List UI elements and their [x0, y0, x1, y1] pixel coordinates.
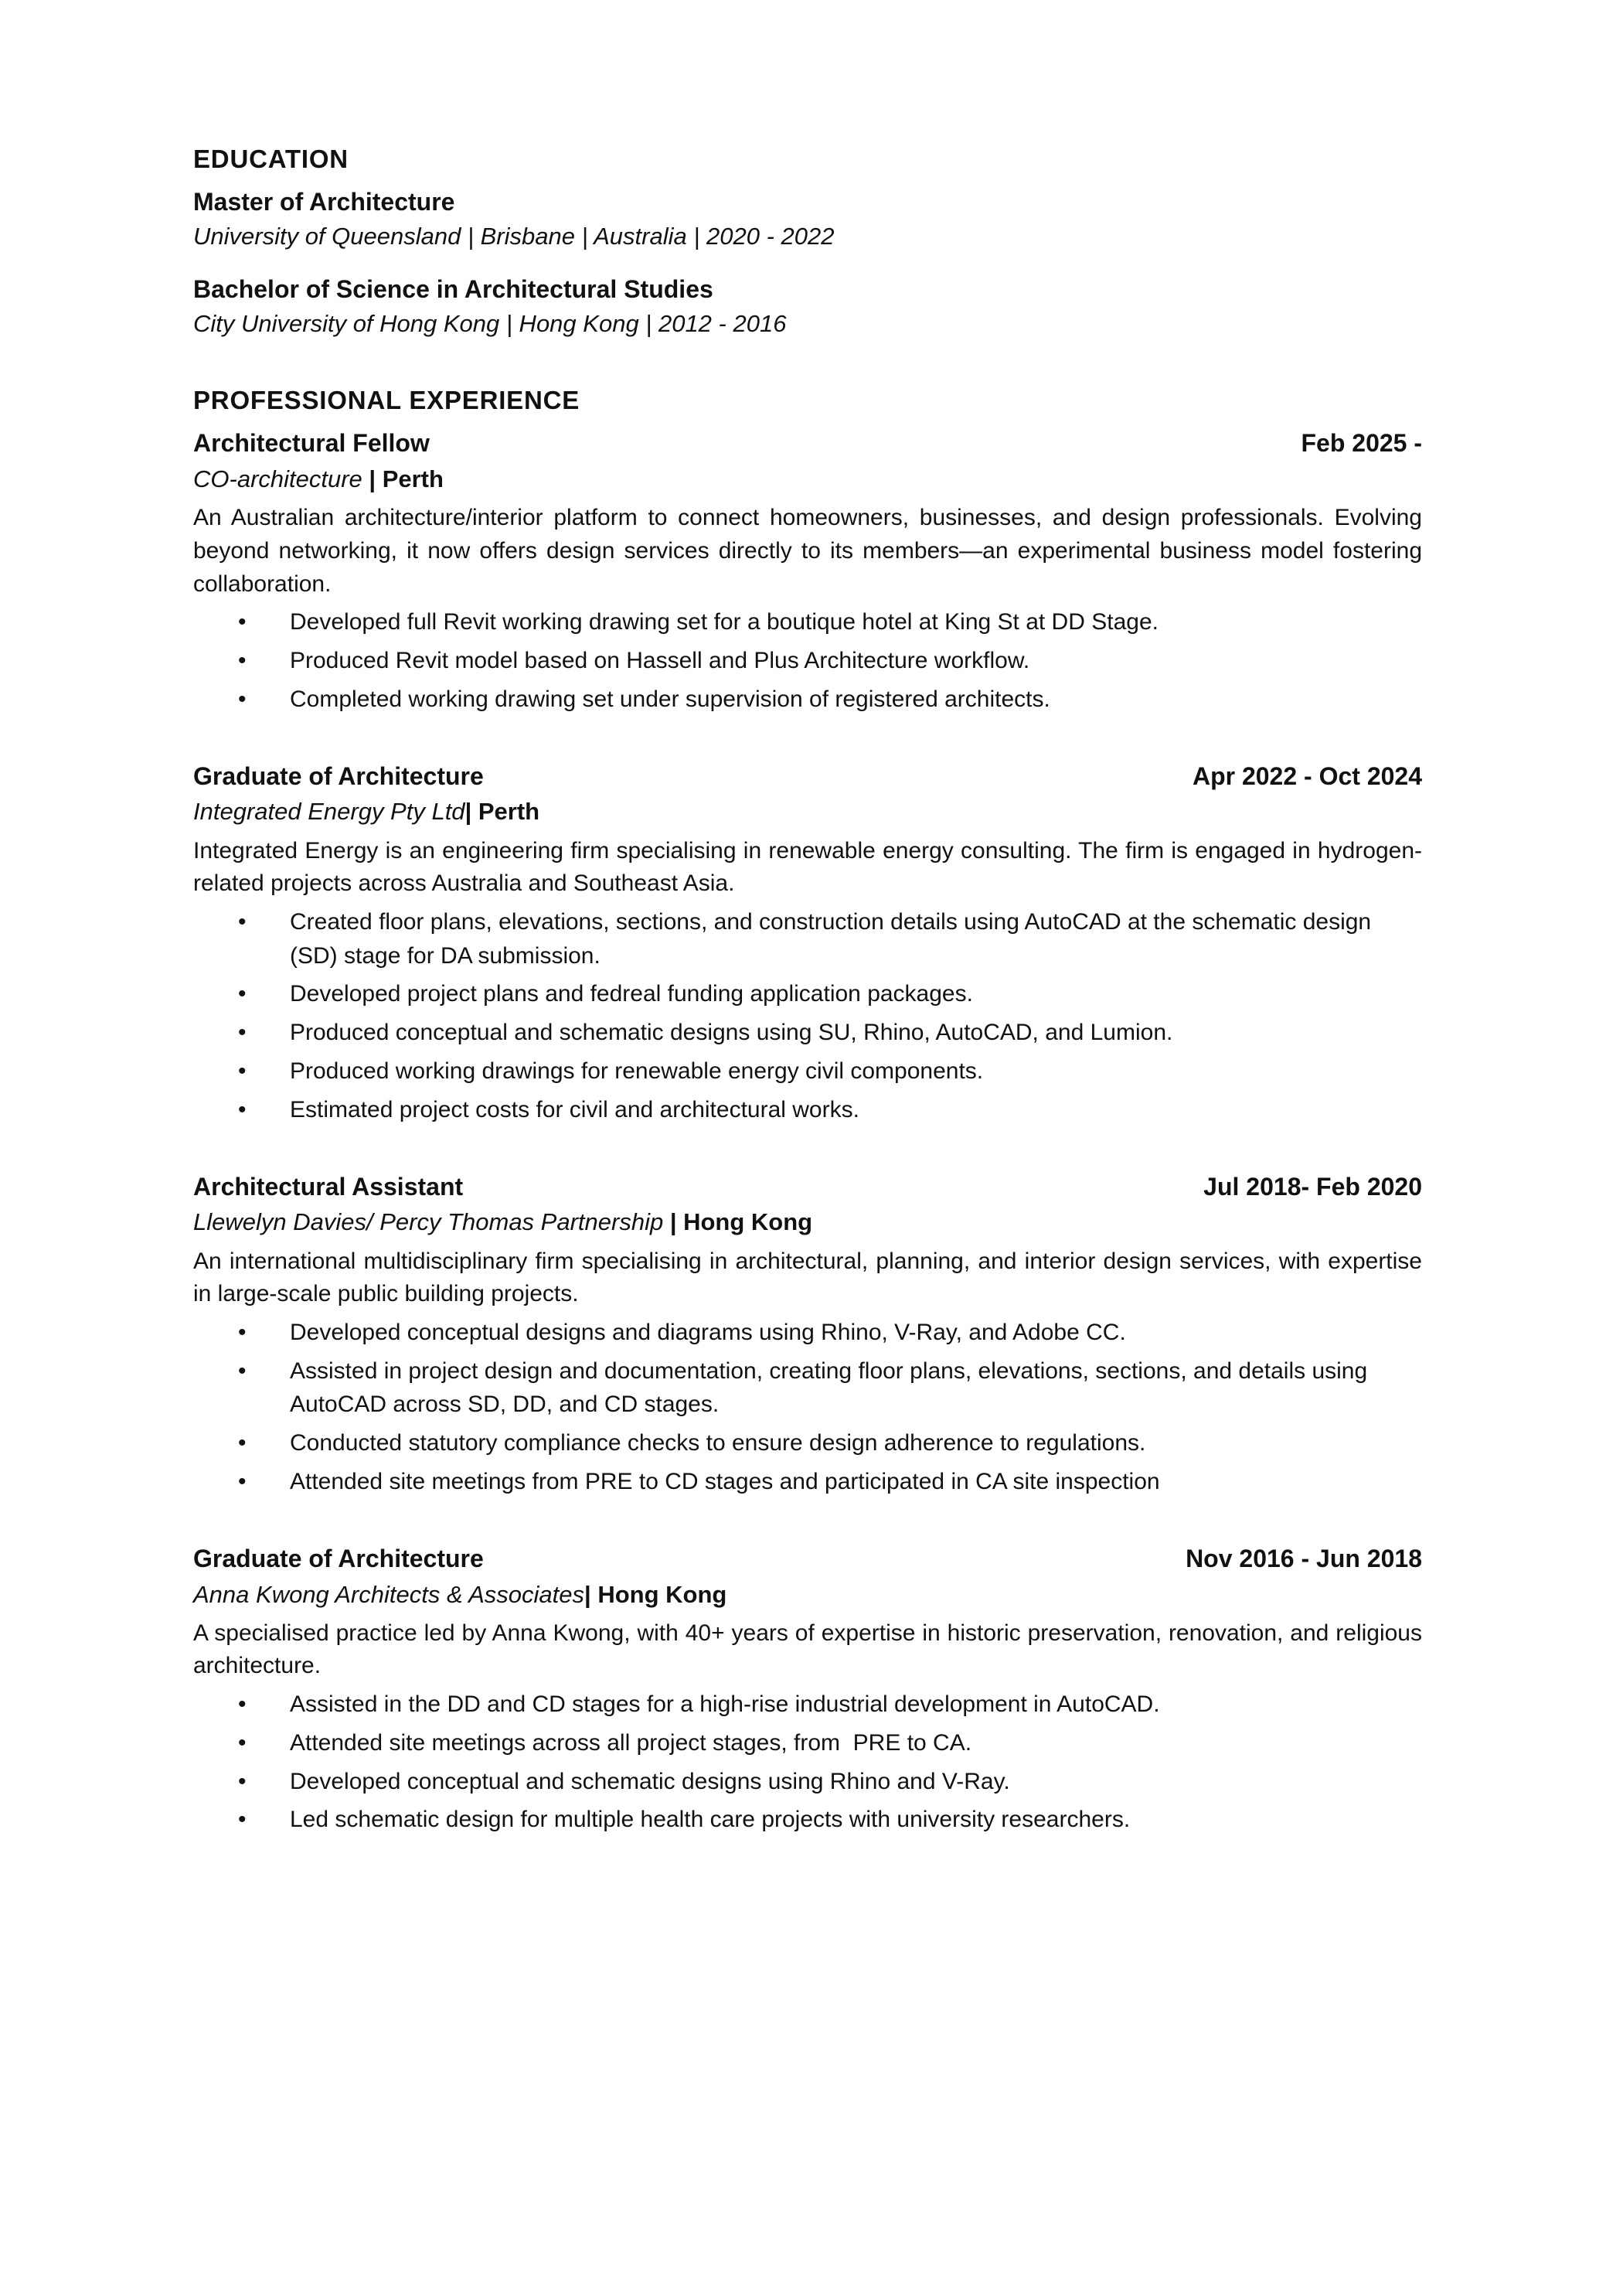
- job-dates: Apr 2022 - Oct 2024: [1192, 761, 1422, 790]
- bullet-text: Assisted in project design and documentation, creating floor plans, elevations, sections, and details using AutoCAD across SD, DD, and CD stages.: [290, 1358, 1373, 1418]
- job-location: Hong Kong: [683, 1208, 813, 1236]
- job-bullet-item: [193, 1688, 1422, 1722]
- job-bullet-item: [193, 1765, 1422, 1799]
- job-company-line: [193, 1579, 1422, 1611]
- job-company-line: [193, 795, 1422, 828]
- bullet-text: Created floor plans, elevations, sections, and construction details using AutoCAD at the schematic design (SD) stage for DA submission.: [290, 908, 1378, 969]
- bullet-text: Assisted in the DD and CD stages for a high-rise industrial development in AutoCAD.: [290, 1691, 1160, 1717]
- job-bullet-item: [193, 1803, 1422, 1837]
- job-summary: Integrated Energy is an engineering firm specialising in renewable energy consulting. The firm is engaged in hydrogen-related projects across Australia and Southeast Asia.: [193, 837, 1422, 897]
- bullet-dot-icon: •: [238, 1768, 247, 1794]
- bullet-dot-icon: •: [238, 1319, 247, 1345]
- job-bullet-item: [193, 1354, 1422, 1422]
- job-bullet-item: [193, 905, 1422, 973]
- job-header-row: [193, 760, 1422, 793]
- bullet-dot-icon: •: [238, 1020, 247, 1046]
- bullet-dot-icon: •: [238, 1358, 247, 1384]
- bullet-dot-icon: •: [238, 1430, 247, 1456]
- job-company-separator: |: [663, 1208, 684, 1236]
- education-entry: [193, 273, 1422, 339]
- bullet-dot-icon: •: [238, 908, 247, 935]
- bullet-text: Produced working drawings for renewable energy civil components.: [290, 1058, 984, 1084]
- bullet-dot-icon: •: [238, 609, 247, 635]
- job-company-separator: |: [362, 465, 383, 493]
- job-bullet-list: [193, 1316, 1422, 1499]
- job-bullet-list: [193, 1688, 1422, 1837]
- bullet-text: Led schematic design for multiple health care projects with university researchers.: [290, 1807, 1131, 1833]
- job-title: Architectural Assistant: [193, 1172, 464, 1201]
- education-degree: Bachelor of Science in Architectural Studies: [193, 274, 713, 303]
- experience-job-list: [193, 427, 1422, 1837]
- job-bullet-item: [193, 1726, 1422, 1760]
- job-company-name: Anna Kwong Architects & Associates: [193, 1580, 585, 1608]
- job-bullet-item: [193, 1016, 1422, 1050]
- experience-section: [193, 384, 1422, 1837]
- experience-job: [193, 1170, 1422, 1499]
- education-entry: [193, 186, 1422, 252]
- job-location: Hong Kong: [597, 1580, 727, 1608]
- education-meta: University of Queensland | Brisbane | Australia | 2020 - 2022: [193, 223, 835, 250]
- job-company-name: CO-architecture: [193, 465, 362, 493]
- job-summary: A specialised practice led by Anna Kwong, with 40+ years of expertise in historic preservation, renovation, and religious architecture.: [193, 1620, 1422, 1679]
- bullet-dot-icon: •: [238, 1468, 247, 1494]
- education-degree: Master of Architecture: [193, 188, 455, 216]
- job-header-row: [193, 427, 1422, 460]
- job-bullet-item: [193, 1316, 1422, 1350]
- job-company-separator: |: [464, 798, 478, 826]
- job-bullet-list: [193, 905, 1422, 1127]
- job-company-name: Integrated Energy Pty Ltd: [193, 798, 465, 826]
- job-title: Architectural Fellow: [193, 429, 430, 458]
- resume-content: [193, 143, 1422, 1837]
- bullet-text: Estimated project costs for civil and architectural works.: [290, 1096, 859, 1122]
- job-bullet-item: [193, 644, 1422, 678]
- bullet-text: Developed conceptual and schematic designs using Rhino and V-Ray.: [290, 1768, 1010, 1794]
- job-company-line: [193, 1206, 1422, 1238]
- education-section: [193, 143, 1422, 339]
- job-bullet-item: [193, 1054, 1422, 1088]
- bullet-text: Produced Revit model based on Hassell and Plus Architecture workflow.: [290, 647, 1030, 673]
- job-location: Perth: [478, 798, 540, 826]
- job-summary: An Australian architecture/interior platform to connect homeowners, businesses, and design professionals. Evolving beyond networking, it now offers design services directly to its members—an experimental business model fostering collaboration.: [193, 505, 1422, 597]
- bullet-dot-icon: •: [238, 686, 247, 712]
- bullet-text: Conducted statutory compliance checks to ensure design adherence to regulations.: [290, 1430, 1146, 1456]
- experience-heading: PROFESSIONAL EXPERIENCE: [193, 386, 580, 415]
- job-summary: An international multidisciplinary firm specialising in architectural, planning, and interior design services, with expertise in large-scale public building projects.: [193, 1248, 1422, 1307]
- job-title: Graduate of Architecture: [193, 761, 484, 790]
- job-bullet-item: [193, 977, 1422, 1011]
- bullet-text: Developed conceptual designs and diagrams using Rhino, V-Ray, and Adobe CC.: [290, 1319, 1126, 1345]
- bullet-dot-icon: •: [238, 1691, 247, 1717]
- job-bullet-item: [193, 1093, 1422, 1127]
- bullet-dot-icon: •: [238, 1729, 247, 1756]
- job-location: Perth: [382, 465, 444, 493]
- education-meta: City University of Hong Kong | Hong Kong | 2012 - 2016: [193, 309, 787, 337]
- bullet-dot-icon: •: [238, 647, 247, 673]
- job-bullet-item: [193, 1426, 1422, 1460]
- education-entry-list: [193, 186, 1422, 339]
- education-heading: EDUCATION: [193, 145, 349, 173]
- experience-job: [193, 427, 1422, 716]
- job-dates: Feb 2025 -: [1301, 429, 1422, 458]
- bullet-text: Attended site meetings from PRE to CD stages and participated in CA site inspection: [290, 1468, 1160, 1494]
- job-header-row: [193, 1170, 1422, 1204]
- job-title: Graduate of Architecture: [193, 1544, 484, 1572]
- job-header-row: [193, 1542, 1422, 1576]
- bullet-dot-icon: •: [238, 1096, 247, 1122]
- job-dates: Jul 2018- Feb 2020: [1203, 1172, 1422, 1201]
- bullet-text: Developed project plans and fedreal funding application packages.: [290, 981, 973, 1007]
- job-company-separator: |: [584, 1580, 598, 1608]
- bullet-text: Attended site meetings across all project stages, from PRE to CA.: [290, 1729, 972, 1756]
- bullet-text: Developed full Revit working drawing set for a boutique hotel at King St at DD Stage.: [290, 609, 1159, 635]
- job-company-line: [193, 463, 1422, 496]
- job-bullet-list: [193, 605, 1422, 716]
- bullet-dot-icon: •: [238, 981, 247, 1007]
- experience-job: [193, 760, 1422, 1127]
- job-bullet-item: [193, 605, 1422, 639]
- job-bullet-item: [193, 1465, 1422, 1499]
- bullet-text: Completed working drawing set under supervision of registered architects.: [290, 686, 1050, 712]
- job-bullet-item: [193, 683, 1422, 717]
- job-company-name: Llewelyn Davies/ Percy Thomas Partnership: [193, 1208, 664, 1236]
- bullet-text: Produced conceptual and schematic designs using SU, Rhino, AutoCAD, and Lumion.: [290, 1020, 1173, 1046]
- bullet-dot-icon: •: [238, 1058, 247, 1084]
- experience-job: [193, 1542, 1422, 1837]
- bullet-dot-icon: •: [238, 1807, 247, 1833]
- job-dates: Nov 2016 - Jun 2018: [1186, 1544, 1422, 1572]
